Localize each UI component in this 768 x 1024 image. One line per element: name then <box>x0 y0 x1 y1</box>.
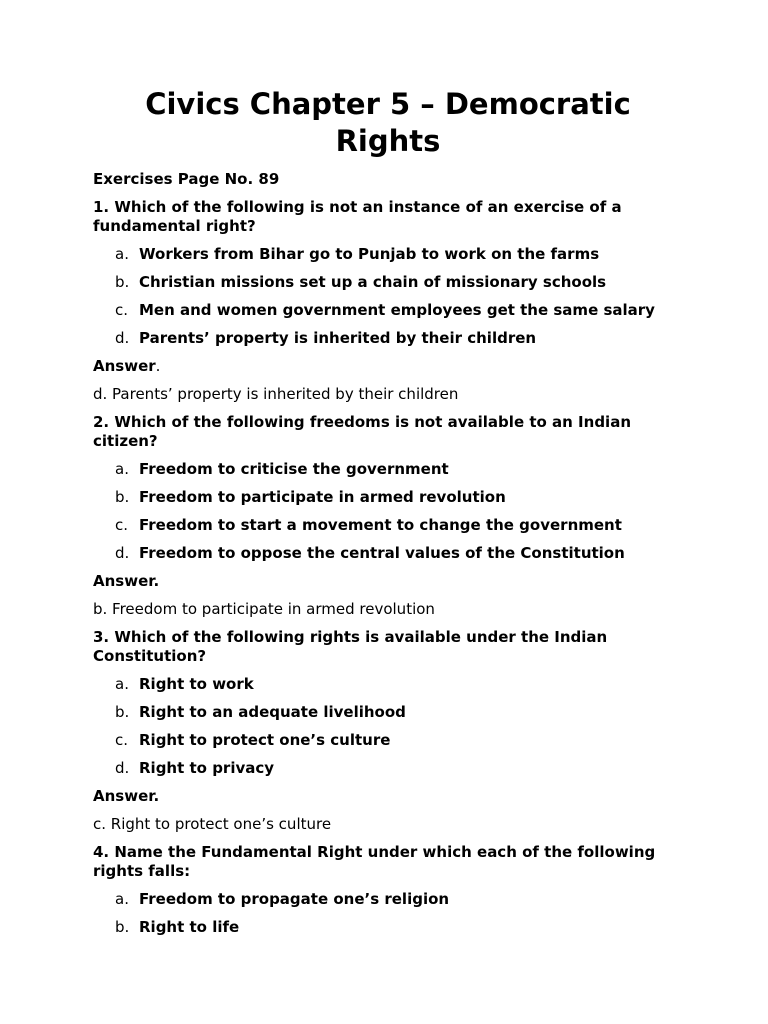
answer-label-text: Answer. <box>93 572 160 590</box>
option-letter: c. <box>115 516 129 534</box>
options-list <box>93 890 683 937</box>
answer-label <box>93 572 683 591</box>
option-letter: a. <box>115 890 129 908</box>
exercises-heading: Exercises Page No. 89 <box>93 170 280 188</box>
answer-label-suffix: . <box>155 357 161 375</box>
question-block-4 <box>93 843 683 937</box>
option-letter: d. <box>115 544 130 562</box>
option-letter: a. <box>115 245 129 263</box>
option-item <box>93 273 683 292</box>
option-letter: b. <box>115 918 130 936</box>
option-text: Freedom to criticise the government <box>139 460 449 478</box>
option-item <box>93 703 683 722</box>
option-letter: b. <box>115 488 130 506</box>
option-item <box>93 675 683 694</box>
question-block-1 <box>93 198 683 404</box>
question-block-2 <box>93 413 683 619</box>
option-item <box>93 918 683 937</box>
options-list <box>93 245 683 348</box>
option-text: Right to life <box>139 918 240 936</box>
question-block-3 <box>93 628 683 834</box>
answer-text: d. Parents’ property is inherited by their children <box>93 385 459 403</box>
answer-label-text: Answer. <box>93 787 160 805</box>
option-text: Freedom to start a movement to change the government <box>139 516 622 534</box>
option-text: Freedom to participate in armed revolution <box>139 488 506 506</box>
option-item <box>93 460 683 479</box>
option-item <box>93 245 683 264</box>
question-text: 3. Which of the following rights is available under the Indian Constitution? <box>93 628 608 665</box>
option-text: Men and women government employees get the same salary <box>139 301 655 319</box>
options-list <box>93 460 683 563</box>
answer-label-text: Answer <box>93 357 156 375</box>
answer-label <box>93 787 683 806</box>
option-letter: d. <box>115 759 130 777</box>
option-item <box>93 329 683 348</box>
option-item <box>93 731 683 750</box>
option-text: Right to privacy <box>139 759 275 777</box>
answer-text: c. Right to protect one’s culture <box>93 815 332 833</box>
option-item <box>93 544 683 563</box>
page-title: Civics Chapter 5 – Democratic Rights <box>145 87 631 158</box>
option-letter: a. <box>115 460 129 478</box>
option-text: Christian missions set up a chain of missionary schools <box>139 273 607 291</box>
option-item <box>93 890 683 909</box>
question-text: 4. Name the Fundamental Right under which each of the following rights falls: <box>93 843 656 880</box>
option-text: Right to work <box>139 675 254 693</box>
answer-text: b. Freedom to participate in armed revolution <box>93 600 435 618</box>
option-letter: c. <box>115 731 129 749</box>
option-letter: c. <box>115 301 129 319</box>
option-text: Right to protect one’s culture <box>139 731 391 749</box>
document-page <box>93 86 683 946</box>
question-text: 1. Which of the following is not an instance of an exercise of a fundamental right? <box>93 198 622 235</box>
option-text: Right to an adequate livelihood <box>139 703 406 721</box>
option-letter: b. <box>115 273 130 291</box>
option-item <box>93 516 683 535</box>
option-text: Parents’ property is inherited by their children <box>139 329 537 347</box>
option-text: Freedom to oppose the central values of the Constitution <box>139 544 625 562</box>
option-item <box>93 488 683 507</box>
option-letter: b. <box>115 703 130 721</box>
answer-label <box>93 357 683 376</box>
option-letter: a. <box>115 675 129 693</box>
question-text: 2. Which of the following freedoms is not available to an Indian citizen? <box>93 413 631 450</box>
option-item <box>93 301 683 320</box>
option-text: Workers from Bihar go to Punjab to work on the farms <box>139 245 600 263</box>
option-letter: d. <box>115 329 130 347</box>
options-list <box>93 675 683 778</box>
option-item <box>93 759 683 778</box>
option-text: Freedom to propagate one’s religion <box>139 890 450 908</box>
